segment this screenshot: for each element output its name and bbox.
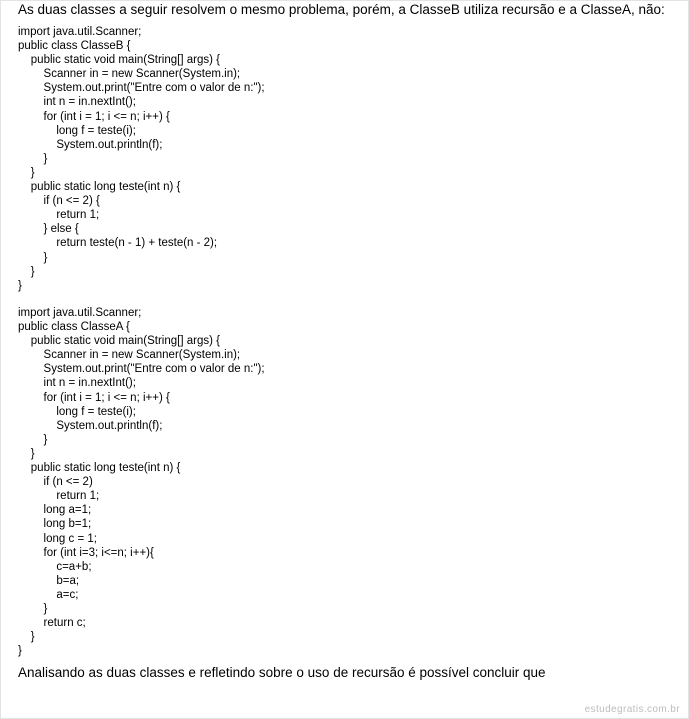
code-line: c=a+b; [18,560,92,573]
intro-text: As duas classes a seguir resolvem o mesmo problema, porém, a ClasseB utiliza recursão e a ClasseA, não: [18,2,665,17]
code-block-classe-b [18,25,265,293]
code-line: long f = teste(i); [18,405,136,418]
code-line: if (n <= 2) { [18,195,100,208]
code-line: public class ClasseB { [18,40,131,53]
code-line: int n = in.nextInt(); [18,377,136,390]
code-line: } [18,631,35,644]
code-line: return c; [18,617,86,630]
code-line: import java.util.Scanner; [18,307,142,319]
code-line: } [18,447,35,460]
code-line: System.out.print("Entre com o valor de n:"); [18,82,265,95]
code-line: public static long teste(int n) { [18,462,181,475]
code-line: long f = teste(i); [18,124,136,137]
code-line: long c = 1; [18,532,97,545]
code-block-classe-a [18,306,265,658]
code-line: } else { [18,223,79,236]
code-line: System.out.println(f); [18,419,163,432]
code-line: return 1; [18,490,100,503]
code-line: a=c; [18,588,79,601]
code-line: } [18,152,48,165]
code-line: return 1; [18,209,100,222]
code-line: } [18,279,22,292]
code-line: for (int i = 1; i <= n; i++) { [18,391,170,404]
code-line: Scanner in = new Scanner(System.in); [18,349,241,362]
code-line: if (n <= 2) [18,476,93,489]
code-line: for (int i=3; i<=n; i++){ [18,546,154,559]
code-line: b=a; [18,574,80,587]
code-line: public static void main(String[] args) { [18,335,220,348]
question-text: Analisando as duas classes e refletindo sobre o uso de recursão é possível concluir que [18,665,546,680]
watermark: estudegratis.com.br [584,704,680,715]
code-line: } [18,433,48,446]
code-line: } [18,265,35,278]
code-line: } [18,251,48,264]
code-line: } [18,602,48,615]
code-line: System.out.print("Entre com o valor de n:"); [18,363,265,376]
code-line: return teste(n - 1) + teste(n - 2); [18,237,218,250]
code-line: } [18,645,22,658]
code-line: int n = in.nextInt(); [18,96,136,109]
code-line: public static void main(String[] args) { [18,54,220,67]
code-line: for (int i = 1; i <= n; i++) { [18,110,170,123]
code-line: public class ClasseA { [18,321,130,334]
code-line: long b=1; [18,518,92,531]
code-line: Scanner in = new Scanner(System.in); [18,68,241,81]
code-line: long a=1; [18,504,92,517]
code-line: System.out.println(f); [18,138,163,151]
code-line: } [18,166,35,179]
code-line: public static long teste(int n) { [18,181,181,194]
code-line: import java.util.Scanner; [18,26,142,38]
